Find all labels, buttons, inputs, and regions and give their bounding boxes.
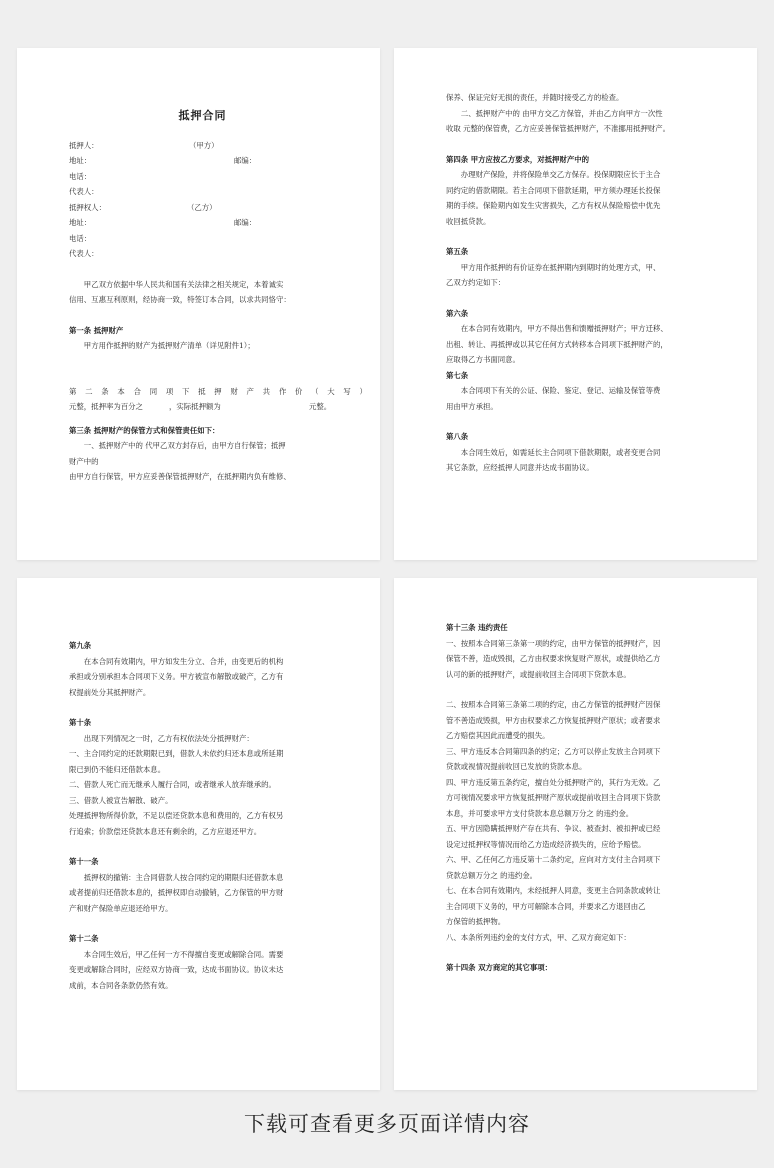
- body-line: 行追索；价款偿还贷款本息还有剩余的，乙方应退还甲方。: [69, 826, 262, 836]
- contract-title: 抵押合同: [178, 109, 227, 122]
- article-8-heading: 第八条: [446, 432, 469, 441]
- body-line: 限已到仍不能归还借款本息。: [69, 764, 166, 774]
- body-line: 变更或解除合同时，应经双方协商一致，达成书面协议。协议未达: [69, 965, 284, 974]
- document-page-3: [17, 578, 380, 1090]
- article-3-text: 一、抵押财产中的 代甲乙双方封存后，由甲方自行保管；抵押: [83, 441, 286, 450]
- field-row: 电话：: [69, 171, 92, 181]
- body-line: 五、甲方因隐瞒抵押财产存在共有、争议、被查封、被扣押或已经: [446, 824, 661, 833]
- intro-text: 甲乙双方依据中华人民共和国有关法律之相关规定，本着诚实: [83, 279, 284, 289]
- body-line: 同约定的借款期限。若主合同项下借款延期，甲方须办理延长投保: [446, 185, 661, 195]
- body-line: 承担或分别承担本合同项下义务。甲方被宣布解散或破产，乙方有: [69, 672, 284, 681]
- article-2-text: 元整，抵押率为百分之 ，实际抵押额为 元整。: [69, 402, 332, 411]
- body-line: 三、甲方违反本合同第四条的约定；乙方可以停止发放主合同项下: [446, 746, 661, 756]
- field-row: 代表人：: [69, 249, 99, 258]
- body-line: 贷款或视情况提前收回已发放的贷款本息。: [446, 762, 587, 771]
- body-line: 三、借款人被宣告解散、破产。: [69, 795, 173, 805]
- field-row: 地址： 邮编：: [69, 156, 257, 165]
- article-12-heading: 第十二条: [69, 934, 99, 943]
- body-line: 方可视情况要求甲方恢复抵押财产原状或提前收回主合同项下贷款: [446, 793, 661, 802]
- field-row: 抵押人： （甲方）: [69, 140, 219, 150]
- field-row: 代表人：: [69, 187, 99, 196]
- body-line: 二、借款人死亡而无继承人履行合同，或者继承人放弃继承的。: [69, 780, 276, 789]
- body-line: 管不善造成毁损，甲方由权要求乙方恢复抵押财产原状；或者要求: [446, 715, 661, 725]
- article-3-heading: 第三条 抵押财产的保管方式和保管责任如下：: [69, 425, 220, 435]
- body-line: 本合同生效后，如需延长主合同项下借款期限，或者变更合同: [460, 447, 661, 457]
- body-line: 出现下列情况之一时，乙方有权依法处分抵押财产：: [83, 733, 254, 743]
- body-line: 在本合同有效期内，甲方不得出售和馈赠抵押财产；甲方迁移、: [460, 324, 668, 333]
- article-6-heading: 第六条: [446, 308, 469, 318]
- body-line: 乙方赔偿其因此而遭受的损失。: [446, 731, 550, 740]
- body-line: 二、按照本合同第三条第二项的约定，由乙方保管的抵押财产因保: [446, 700, 661, 709]
- body-line: 应取得乙方书面同意。: [446, 355, 520, 364]
- body-line: 二、抵押财产中的 由甲方交乙方保管，并由乙方向甲方一次性: [460, 108, 663, 118]
- body-line: 一、按照本合同第三条第一项的约定，由甲方保管的抵押财产，因: [446, 638, 661, 648]
- article-11-heading: 第十一条: [69, 857, 99, 866]
- body-line: 用由甲方承担。: [446, 401, 498, 411]
- body-line: 保养、保证完好无损的责任，并随时接受乙方的检查。: [446, 93, 624, 102]
- body-line: 七、在本合同有效期内，未经抵押人同意，变更主合同条款或转让: [446, 886, 661, 895]
- body-line: 一、主合同约定的还款期限已到，借款人未依约归还本息或所延期: [69, 749, 284, 758]
- document-page-2: [394, 48, 757, 560]
- body-line: 权提前处分其抵押财产。: [69, 687, 151, 697]
- article-3-text: 由甲方自行保管，甲方应妥善保管抵押财产，在抵押期内负有维修、: [69, 472, 291, 481]
- article-5-heading: 第五条: [446, 247, 469, 256]
- body-line: 产和财产保险单应退还给甲方。: [69, 903, 173, 913]
- field-row: 电话：: [69, 233, 92, 243]
- body-line: 本合同项下有关的公证、保险、鉴定、登记、运输及保管等费: [460, 386, 661, 395]
- article-2-heading: 第 二 条 本 合 同 项 下 抵 押 财 产 共 作 价 （ 大 写 ）: [69, 386, 371, 396]
- body-line: 设定过抵押权等情况而给乙方造成经济损失的，应给予赔偿。: [446, 839, 646, 849]
- article-14-heading: 第十四条 双方商定的其它事项：: [446, 963, 553, 972]
- article-13-heading: 第十三条 违约责任: [446, 623, 508, 632]
- body-line: 认可的新的抵押财产，或提前收回主合同项下贷款本息。: [446, 669, 631, 679]
- article-10-heading: 第十条: [69, 718, 92, 727]
- body-line: 办理财产保险，并将保险单交乙方保存。投保期限应长于主合: [460, 170, 661, 179]
- document-page-1: [17, 48, 380, 560]
- intro-text: 信用、互惠互利原则，经协商一致，特签订本合同，以求共同恪守：: [69, 295, 291, 304]
- body-line: 乙双方约定如下：: [446, 278, 506, 287]
- body-line: 收回抵贷款。: [446, 216, 491, 226]
- body-line: 或者提前归还借款本息的，抵押权即自动撤销，乙方保管的甲方财: [69, 888, 284, 897]
- download-more-link[interactable]: 下载可查看更多页面详情内容: [244, 1112, 530, 1136]
- body-line: 出租、转让、再抵押或以其它任何方式转移本合同项下抵押财产的，: [446, 339, 668, 349]
- body-line: 在本合同有效期内，甲方如发生分立、合并，由变更后的机构: [83, 656, 284, 666]
- body-line: 方保管的抵押物。: [446, 917, 506, 926]
- body-line: 八、本条所列违约金的支付方式，甲、乙双方商定如下：: [446, 932, 631, 942]
- article-1-heading: 第一条 抵押财产: [69, 325, 124, 335]
- body-line: 主合同项下义务的，甲方可解除本合同，并要求乙方退回由乙: [446, 901, 646, 911]
- body-line: 收取 元整的保管费，乙方应妥善保管抵押财产，不准挪用抵押财产。: [446, 124, 671, 133]
- document-page-4: [394, 578, 757, 1090]
- body-line: 本合同生效后，甲乙任何一方不得擅自变更或解除合同。需要: [83, 949, 284, 959]
- article-9-heading: 第九条: [69, 641, 92, 650]
- body-line: 处理抵押物所得价款，不足以偿还贷款本息和费用的，乙方有权另: [69, 811, 284, 820]
- body-line: 六、甲、乙任何乙方违反第十二条约定，应向对方支付主合同项下: [446, 855, 661, 864]
- article-7-heading: 第七条: [446, 370, 469, 380]
- body-line: 贷款总额万分之 的违约金。: [446, 870, 538, 880]
- body-line: 保管不善，造成毁损，乙方由权要求恢复财产原状，或提供给乙方: [446, 654, 661, 663]
- body-line: 期的手续。保险期内如发生灾害损失，乙方有权从保险赔偿中优先: [446, 201, 661, 210]
- body-line: 本息，并可要求甲方支付贷款本息总额万分之 的违约金。: [446, 808, 634, 818]
- body-line: 其它条款，应经抵押人同意并达成书面协议。: [446, 463, 594, 472]
- body-line: 甲方用作抵押的有价证券在抵押期内到期时的处理方式，甲、: [460, 262, 661, 272]
- article-4-heading: 第四条 甲方应按乙方要求，对抵押财产中的: [446, 154, 589, 164]
- article-1-text: 甲方用作抵押的财产为抵押财产清单（详见附件1）；: [83, 341, 255, 350]
- body-line: 抵押权的撤销：主合同借款人按合同约定的期限归还借款本息: [83, 872, 284, 882]
- field-row: 抵押权人： （乙方）: [69, 202, 217, 212]
- body-line: 成前，本合同各条款仍然有效。: [69, 980, 173, 990]
- field-row: 地址： 邮编：: [69, 218, 257, 227]
- body-line: 四、甲方违反第五条约定，擅自处分抵押财产的，其行为无效。乙: [446, 777, 661, 787]
- article-3-text: 财产中的: [69, 456, 99, 466]
